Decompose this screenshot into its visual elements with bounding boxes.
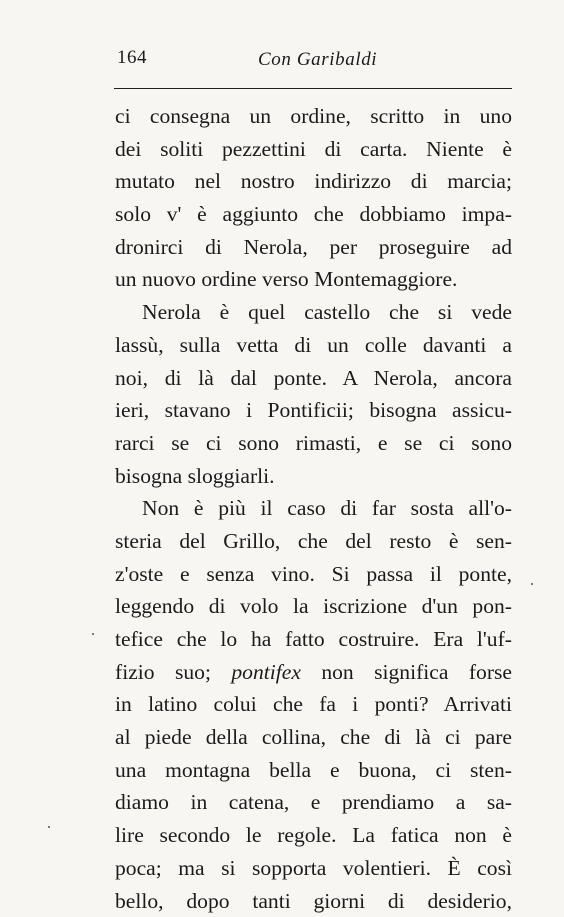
text-line: z'oste e senza vino. Si passa il ponte, [115,558,512,591]
text-line: rarci se ci sono rimasti, e se ci sono [115,427,512,460]
text-segment: non significa forse [321,660,512,684]
paper-speck [48,826,50,828]
header-rule [114,88,512,89]
text-line: Nerola è quel castello che si vede [115,296,512,329]
text-line: lire secondo le regole. La fatica non è [115,819,512,852]
text-line: dronirci di Nerola, per proseguire ad [115,231,512,264]
text-line: steria del Grillo, che del resto è sen- [115,525,512,558]
text-line: dei soliti pezzettini di carta. Niente è [115,133,512,166]
text-line: una montagna bella e buona, ci sten- [115,754,512,787]
text-line: Non è più il caso di far sosta all'o- [115,492,512,525]
text-line: poca; ma si sopporta volentieri. È così [115,852,512,885]
text-line: un nuovo ordine verso Montemaggiore. [115,263,512,296]
text-line: diamo in catena, e prendiamo a sa- [115,786,512,819]
page-number: 164 [117,47,147,69]
italic-word: pontifex [231,660,301,684]
running-title: Con Garibaldi [258,49,377,71]
text-line: lassù, sulla vetta di un colle davanti a [115,329,512,362]
text-line: leggendo di volo la iscrizione d'un pon- [115,590,512,623]
text-line: mutato nel nostro indirizzo di marcia; [115,165,512,198]
text-line: ieri, stavano i Pontificii; bisogna assicu- [115,394,512,427]
text-line: in latino colui che fa i ponti? Arrivati [115,688,512,721]
text-line: ci consegna un ordine, scritto in uno [115,100,512,133]
paper-speck [531,583,533,585]
text-segment: fizio suo; [115,660,211,684]
text-line: solo v' è aggiunto che dobbiamo impa- [115,198,512,231]
paper-speck [92,633,94,635]
text-line: bisogna sloggiarli. [115,460,512,493]
body-text [115,100,512,917]
text-line: noi, di là dal ponte. A Nerola, ancora [115,362,512,395]
text-line: bello, dopo tanti giorni di desiderio, [115,885,512,917]
text-line: al piede della collina, che di là ci pare [115,721,512,754]
text-line-mixed [115,656,512,689]
text-line: tefice che lo ha fatto costruire. Era l'uf- [115,623,512,656]
